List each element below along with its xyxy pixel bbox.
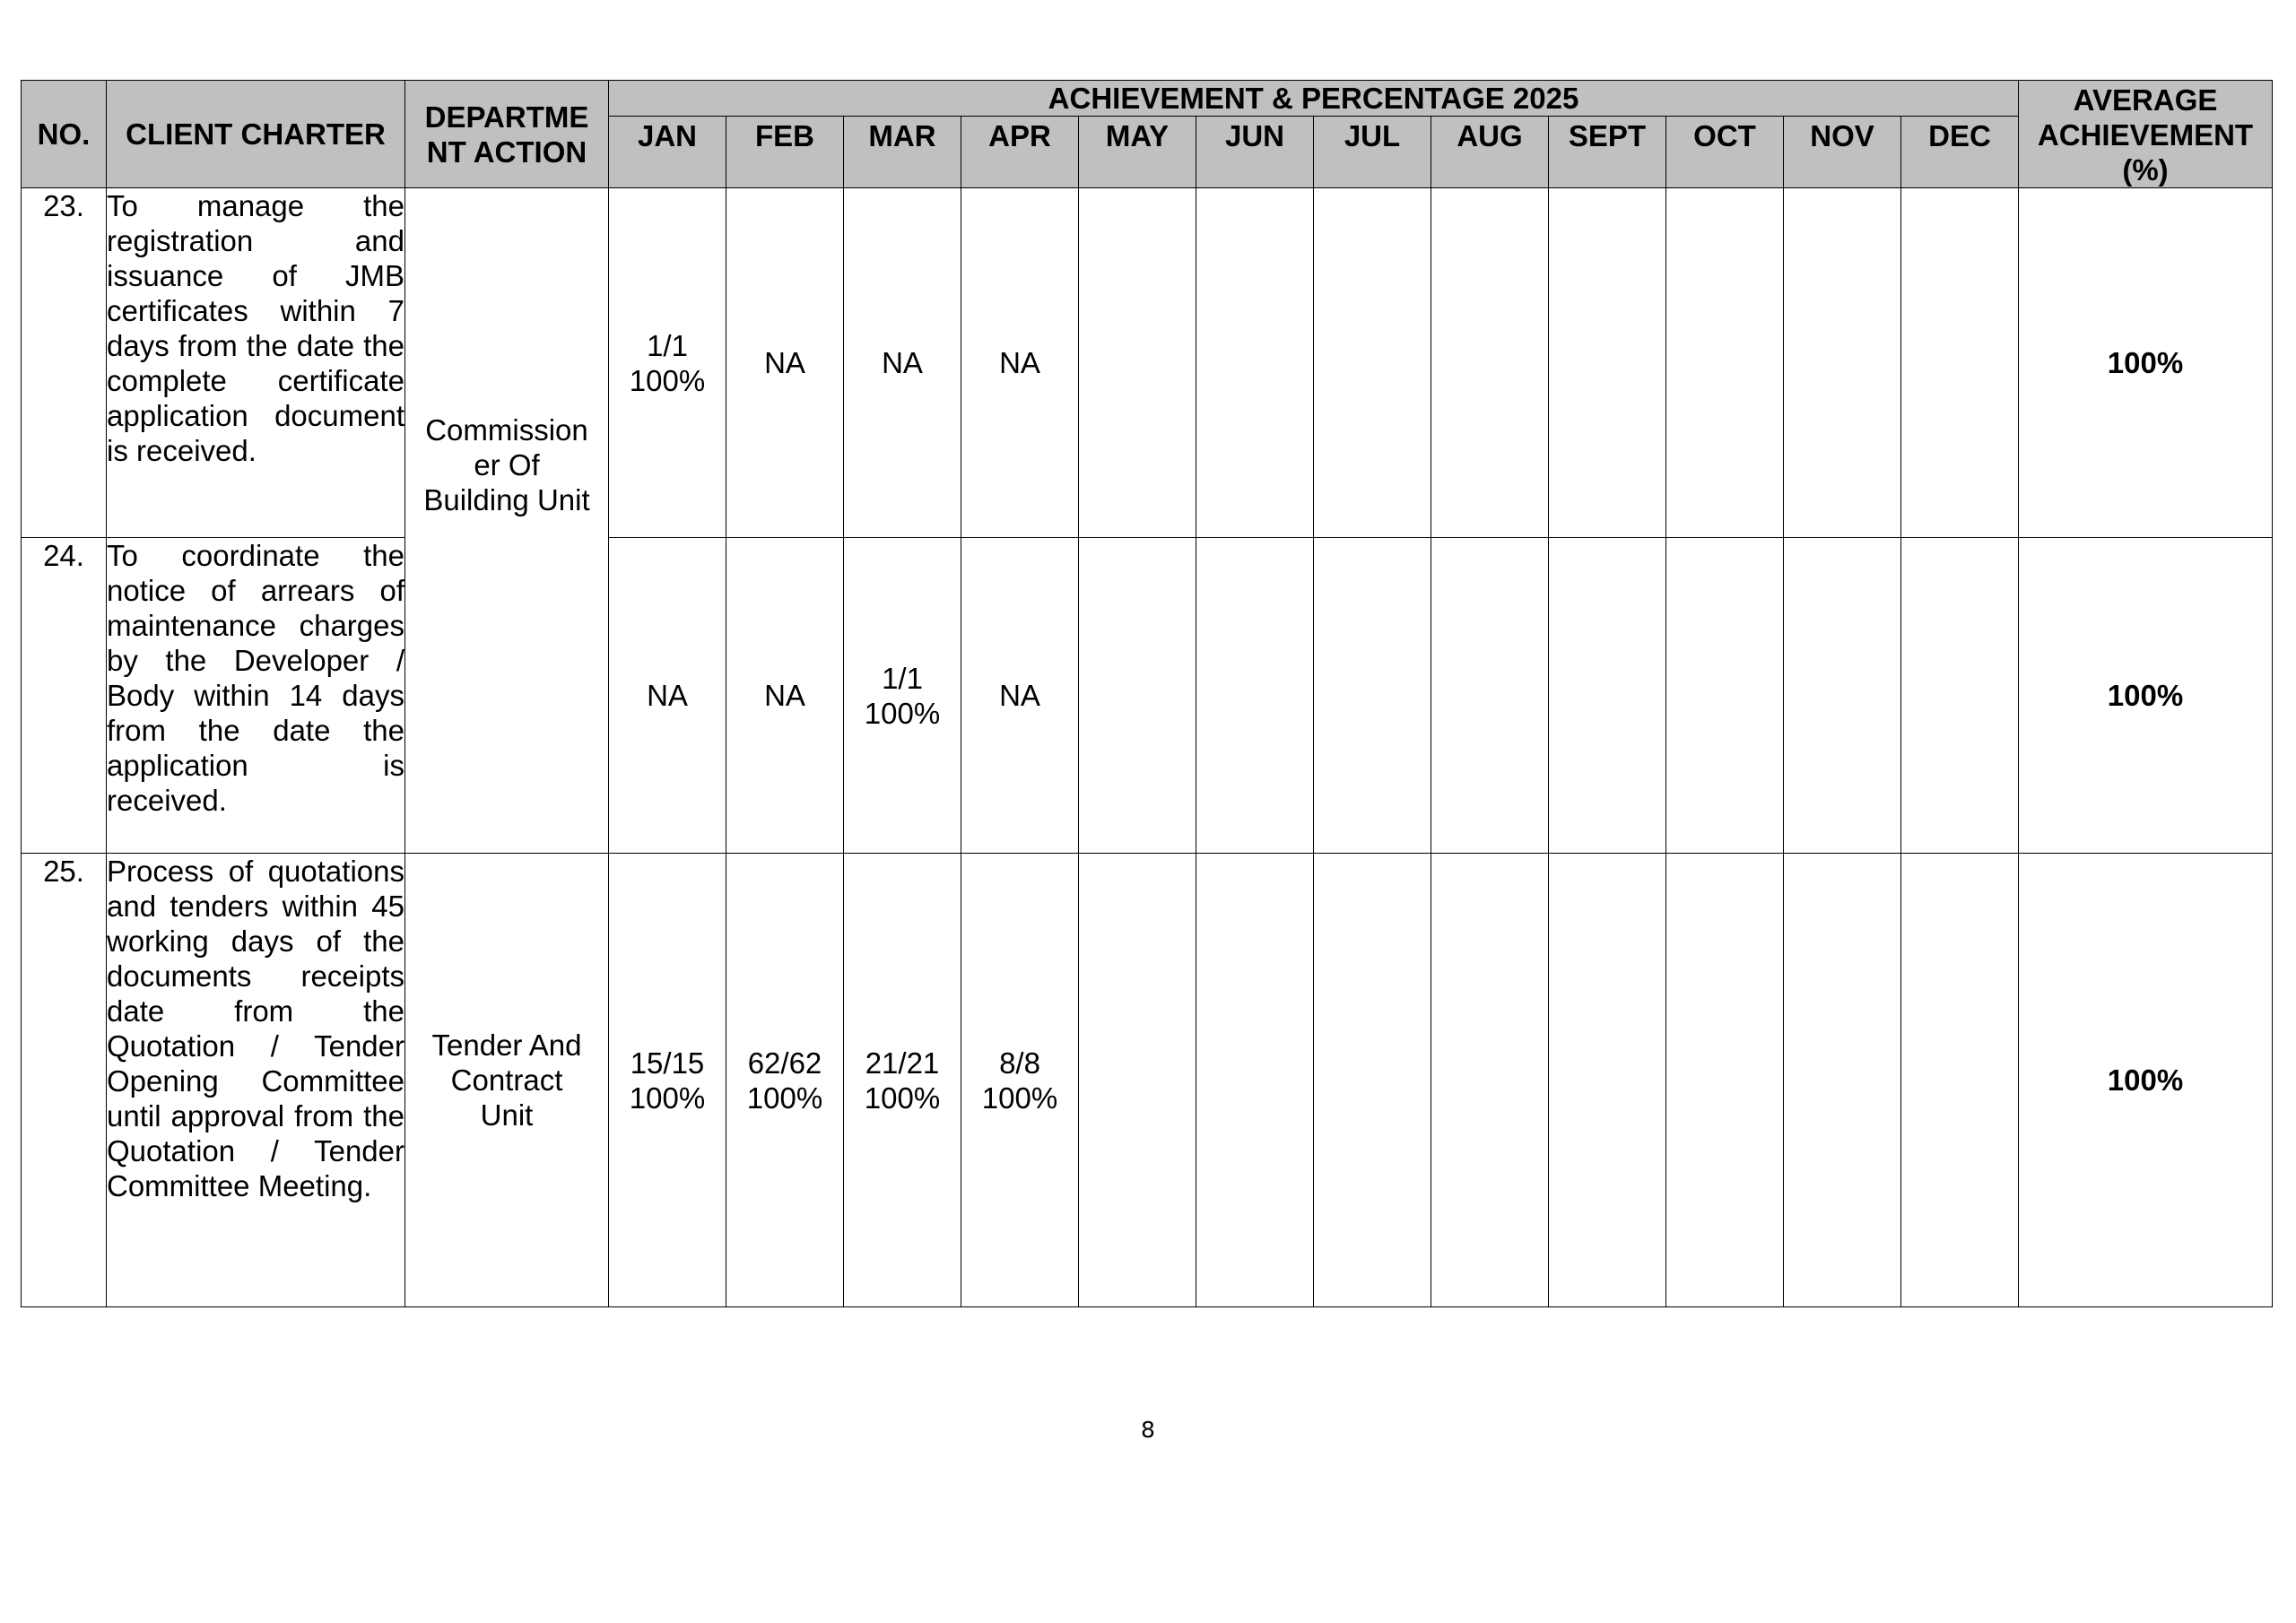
header-no: NO.	[22, 81, 107, 188]
month-value	[1314, 538, 1431, 854]
month-value	[1666, 538, 1784, 854]
header-month: JUL	[1314, 117, 1431, 188]
month-value: 8/8 100%	[961, 854, 1079, 1307]
header-department-action: DEPARTME NT ACTION	[405, 81, 609, 188]
average-achievement: 100%	[2019, 854, 2273, 1307]
header-client-charter: CLIENT CHARTER	[107, 81, 405, 188]
header-month: AUG	[1431, 117, 1549, 188]
month-value	[1549, 188, 1666, 538]
header-month: JAN	[609, 117, 726, 188]
average-achievement: 100%	[2019, 538, 2273, 854]
department-action: Tender And Contract Unit	[405, 854, 609, 1307]
month-value: 1/1 100%	[844, 538, 961, 854]
client-charter-text: To coordinate the notice of arrears of maintenance charges by the Developer / Body within 14 days from the date the application is received.	[107, 538, 405, 854]
month-value	[1431, 854, 1549, 1307]
row-number: 25.	[22, 854, 107, 1307]
month-value	[1314, 854, 1431, 1307]
header-month: FEB	[726, 117, 844, 188]
header-average: AVERAGE ACHIEVEMENT (%)	[2019, 81, 2273, 188]
month-value: NA	[726, 538, 844, 854]
header-month: MAY	[1079, 117, 1196, 188]
month-value: NA	[726, 188, 844, 538]
month-value	[1784, 854, 1901, 1307]
month-value	[1079, 538, 1196, 854]
client-charter-text: Process of quotations and tenders within 45 working days of the documents receipts date from the Quotation / Tender Opening Committee until approval from the Quotation / Tender Committee Meeting.	[107, 854, 405, 1307]
month-value	[1431, 188, 1549, 538]
month-value	[1549, 538, 1666, 854]
table-row	[22, 188, 2273, 538]
month-value	[1901, 538, 2019, 854]
header-month: APR	[961, 117, 1079, 188]
month-value	[1666, 854, 1784, 1307]
month-value	[1196, 854, 1314, 1307]
month-value	[1784, 538, 1901, 854]
month-value: NA	[609, 538, 726, 854]
header-month: SEPT	[1549, 117, 1666, 188]
header-month: DEC	[1901, 117, 2019, 188]
client-charter-text: To manage the registration and issuance of JMB certificates within 7 days from the date the complete certificate application document is received.	[107, 188, 405, 538]
month-value	[1196, 538, 1314, 854]
month-value	[1901, 188, 2019, 538]
average-achievement: 100%	[2019, 188, 2273, 538]
month-value	[1079, 854, 1196, 1307]
month-value	[1784, 188, 1901, 538]
header-achievement-group: ACHIEVEMENT & PERCENTAGE 2025	[609, 81, 2019, 117]
month-value	[1666, 188, 1784, 538]
month-value	[1196, 188, 1314, 538]
month-value	[1901, 854, 2019, 1307]
month-value: 1/1 100%	[609, 188, 726, 538]
month-value	[1431, 538, 1549, 854]
header-month: OCT	[1666, 117, 1784, 188]
page-number: 8	[1141, 1417, 1155, 1443]
header-month: NOV	[1784, 117, 1901, 188]
header-month: JUN	[1196, 117, 1314, 188]
month-value: 62/62 100%	[726, 854, 844, 1307]
month-value: NA	[844, 188, 961, 538]
client-charter-table	[21, 80, 2273, 1307]
header-row	[22, 81, 2273, 117]
row-number: 23.	[22, 188, 107, 538]
month-value: NA	[961, 188, 1079, 538]
month-value	[1314, 188, 1431, 538]
month-value: 15/15 100%	[609, 854, 726, 1307]
department-action: Commission er Of Building Unit	[405, 188, 609, 854]
table-row	[22, 538, 2273, 854]
header-month: MAR	[844, 117, 961, 188]
row-number: 24.	[22, 538, 107, 854]
month-value: 21/21 100%	[844, 854, 961, 1307]
month-value	[1079, 188, 1196, 538]
month-value	[1549, 854, 1666, 1307]
month-value: NA	[961, 538, 1079, 854]
table-row	[22, 854, 2273, 1307]
